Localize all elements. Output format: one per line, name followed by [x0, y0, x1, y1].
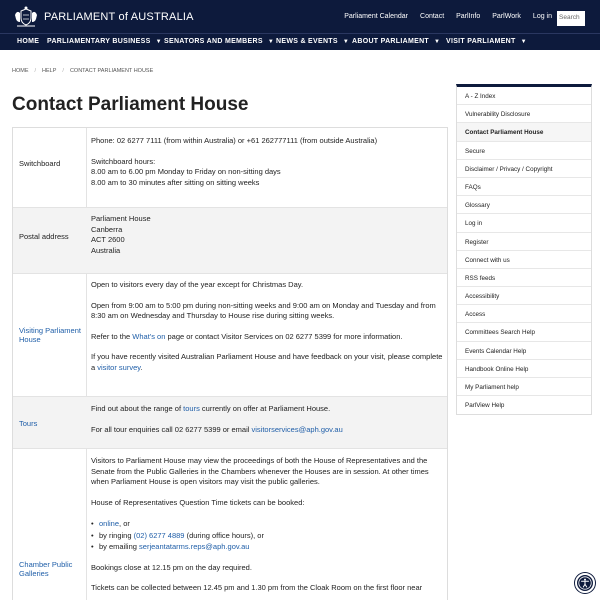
chamber-paragraph: House of Representatives Question Time tickets can be booked: [91, 497, 305, 507]
table-row-switchboard [13, 128, 447, 208]
sidebar-item-register[interactable]: Register [457, 233, 591, 251]
switchboard-phone: Phone: 02 6277 7111 (from within Australia) or +61 262777111 (from outside Australia) [91, 136, 378, 145]
row-content-visiting [91, 280, 443, 383]
main-nav [0, 33, 600, 50]
text: Find out about the range of [91, 404, 184, 413]
sidebar-item-access[interactable]: Access [457, 305, 591, 323]
row-content-postal-address [91, 214, 443, 256]
visitor-services-email-link[interactable]: visitorservices@aph.gov.au [251, 424, 343, 434]
text: (during office hours), or [184, 530, 264, 540]
sidebar-item-vulnerability-disclosure[interactable]: Vulnerability Disclosure [457, 105, 591, 123]
chevron-down-icon: ▼ [267, 39, 275, 45]
sidebar-item-disclaimer-privacy-copyright[interactable]: Disclaimer / Privacy / Copyright [457, 160, 591, 178]
nav-about-parliament-label: ABOUT PARLIAMENT [352, 38, 429, 45]
coat-of-arms-icon [12, 6, 40, 28]
text: , or [119, 519, 130, 528]
table-row-visiting [13, 274, 447, 397]
logo[interactable] [12, 6, 194, 28]
page-title: Contact Parliament House [12, 94, 249, 115]
row-label-visiting[interactable]: Visiting Parliament House [19, 326, 81, 344]
sidebar-item-accessibility[interactable]: Accessibility [457, 287, 591, 305]
login-link[interactable]: Log in [532, 13, 552, 20]
row-label-switchboard: Switchboard [19, 159, 61, 168]
parlwork-link[interactable]: ParlWork [492, 13, 521, 20]
row-content-switchboard [91, 136, 443, 188]
breadcrumb [12, 68, 153, 74]
postal-line: Canberra [91, 224, 123, 234]
nav-visit-parliament-label: VISIT PARLIAMENT [446, 38, 516, 45]
tours-paragraph [91, 404, 443, 415]
postal-line: Parliament House [91, 214, 151, 223]
chevron-down-icon: ▼ [155, 39, 162, 45]
text: If you have recently visited Australian Parliament House and have feedback on your visit, please complete a [91, 352, 443, 372]
visitor-survey-link[interactable]: visitor survey [97, 362, 141, 372]
utility-links [344, 13, 552, 20]
text: by ringing [99, 530, 134, 540]
sidebar-item-my-parliament-help[interactable]: My Parliament help [457, 378, 591, 396]
nav-home[interactable] [17, 38, 39, 45]
logo-text: PARLIAMENT of AUSTRALIA [44, 11, 194, 23]
nav-about-parliament[interactable] [352, 38, 440, 45]
serjeant-email-link[interactable]: serjeantatarms.reps@aph.gov.au [139, 542, 250, 551]
chevron-down-icon: ▼ [520, 39, 527, 45]
text: currently on offer at Parliament House. [199, 404, 331, 413]
online-booking-link[interactable]: online [99, 519, 120, 528]
switchboard-hours-line: 8.00 am to 30 minutes after sitting on sitting weeks [91, 177, 260, 187]
row-content-tours [91, 404, 443, 445]
sidebar-item-contact-parliament-house[interactable]: Contact Parliament House [457, 123, 591, 141]
text: by emailing [99, 542, 140, 551]
top-bar [0, 0, 600, 33]
table-row-chamber-galleries [13, 449, 447, 600]
chamber-paragraph: Visitors to Parliament House may view the proceedings of both the House of Representatives and the Senate from the Public Galleries in the Chambers whenever the Houses are in session. At other times when Parliament House is open visitors may visit the public galleries. [91, 456, 429, 486]
breadcrumb-separator: / [34, 68, 37, 74]
help-sidebar [456, 84, 592, 415]
nav-news-and-events-label: NEWS & EVENTS [276, 38, 338, 45]
visiting-paragraph: Open from 9:00 am to 5:00 pm during non-sitting weeks and 9:00 am on Monday and Tuesday and from 8:30 am on Wednesday and Thursday to House rise during sitting weeks. [91, 300, 436, 320]
list-item [91, 530, 443, 542]
visiting-paragraph: Open to visitors every day of the year except for Christmas Day. [91, 280, 304, 289]
sidebar-item-connect-with-us[interactable]: Connect with us [457, 251, 591, 269]
breadcrumb-help[interactable]: HELP [42, 68, 57, 74]
booking-options-list [91, 518, 443, 553]
breadcrumb-separator: / [62, 68, 64, 74]
chamber-paragraph: Tickets can be collected between 12.45 pm and 1.30 pm from the Cloak Room on the first floor near [91, 583, 423, 592]
sidebar-item-a-z-index[interactable]: A - Z Index [457, 87, 591, 105]
row-label-tours[interactable]: Tours [19, 419, 38, 428]
nav-visit-parliament[interactable] [446, 38, 527, 45]
contact-link[interactable]: Contact [420, 13, 445, 20]
nav-home-label: HOME [17, 38, 40, 45]
text: For all tour enquiries call 02 6277 5399 or email [91, 424, 252, 434]
tours-paragraph [91, 425, 443, 436]
visiting-paragraph [91, 332, 443, 343]
list-item [91, 518, 443, 530]
parlinfo-link[interactable]: ParlInfo [456, 13, 481, 20]
nav-news-and-events[interactable] [276, 38, 349, 45]
sidebar-item-handbook-online-help[interactable]: Handbook Online Help [457, 360, 591, 378]
breadcrumb-home[interactable]: HOME [12, 68, 29, 74]
text: Refer to the [91, 331, 133, 341]
sidebar-item-events-calendar-help[interactable]: Events Calendar Help [457, 342, 591, 360]
list-item [91, 541, 443, 553]
nav-senators-and-members[interactable] [164, 38, 274, 45]
sidebar-item-parlview-help[interactable]: ParlView Help [465, 402, 505, 410]
sidebar-item-secure[interactable]: Secure [457, 142, 591, 160]
nav-parliamentary-business[interactable] [47, 38, 162, 45]
table-row-postal-address [13, 208, 447, 274]
chevron-down-icon: ▼ [342, 39, 350, 45]
nav-senators-and-members-label: SENATORS AND MEMBERS [164, 38, 263, 45]
visiting-paragraph [91, 352, 443, 373]
sidebar-item-rss-feeds[interactable]: RSS feeds [457, 269, 591, 287]
nav-parliamentary-business-label: PARLIAMENTARY BUSINESS [47, 38, 151, 45]
accessibility-button[interactable] [575, 573, 595, 593]
whats-on-link[interactable]: What's on [132, 331, 166, 341]
sidebar-item-log-in[interactable]: Log in [457, 214, 591, 232]
accessibility-icon [578, 576, 592, 590]
search-input[interactable]: Search [557, 11, 585, 26]
postal-line: ACT 2600 [91, 235, 125, 244]
breadcrumb-current: CONTACT PARLIAMENT HOUSE [69, 68, 154, 74]
text: page or contact Visitor Services on 02 6277 5399 for more information. [165, 331, 403, 341]
parliament-calendar-link[interactable]: Parliament Calendar [344, 13, 409, 20]
sidebar-item-committees-search-help[interactable]: Committees Search Help [457, 323, 591, 341]
switchboard-hours-title: Switchboard hours: [91, 156, 156, 166]
row-label-chamber-galleries[interactable]: Chamber Public Galleries [19, 560, 73, 578]
postal-line: Australia [91, 245, 121, 255]
row-content-chamber-galleries [91, 456, 443, 600]
text: . [140, 362, 143, 372]
switchboard-hours-line: 8.00 am to 6.00 pm Monday to Friday on non-sitting days [91, 167, 281, 176]
phone-booking-link[interactable]: (02) 6277 4889 [133, 530, 185, 540]
row-label-postal-address: Postal address [19, 232, 69, 241]
sidebar-item-glossary[interactable]: Glossary [457, 196, 591, 214]
contact-table [12, 127, 448, 600]
chamber-paragraph: Bookings close at 12.15 pm on the day required. [91, 562, 252, 572]
tours-link[interactable]: tours [183, 404, 200, 413]
chevron-down-icon: ▼ [434, 39, 441, 45]
table-row-tours [13, 397, 447, 449]
sidebar-item-faqs[interactable]: FAQs [457, 178, 591, 196]
